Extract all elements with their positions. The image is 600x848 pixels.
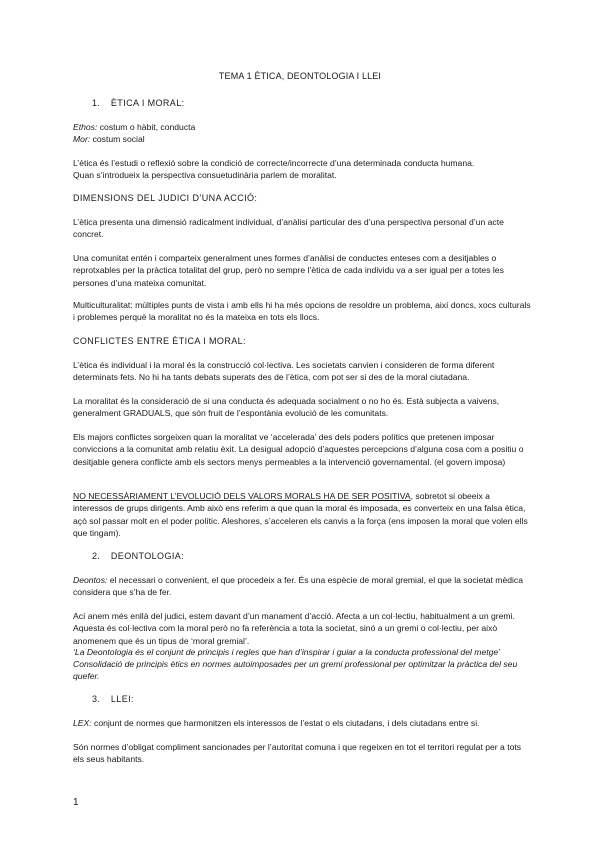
paragraph: Una comunitat entén i comparteix generalment unes formes d’anàlisi de conductes enteses com a desitjables o reprotxables per la pràctica totalitat del grup, però no sempre l’ètica de cada individu va a ser igual per a totes les persones d’una mateixa comunitat. bbox=[73, 253, 504, 288]
intro-line-2: Quan s’introdueix la perspectiva consuetudinària parlem de moralitat. bbox=[73, 170, 337, 180]
definition-deontos bbox=[73, 574, 531, 599]
paragraph: Multiculturalitat: múltiples punts de vista i amb ells hi ha més opcions de resoldre un problema, així doncs, xocs culturals i problemes perquè la moralitat no és la mateixa en tots els llocs. bbox=[73, 300, 531, 323]
definition-term: LEX: bbox=[73, 718, 92, 728]
definition-term: Mor: bbox=[73, 134, 91, 144]
section-title: LLEI: bbox=[110, 694, 134, 704]
paragraph: Ací anem més enllà del judici, estem davant d’un manament d’acció. Afecta a un col·lectiu, habitualment a un gremi. Aquesta és col·lectiva com la moral però no fa referència a tota la societat, sinó a un gremi o col·lectiu, per això anomenem que és un tipus de ‘moral gremial’. bbox=[73, 611, 515, 646]
document-title: TEMA 1 ÈTICA, DEONTOLOGIA I LLEI bbox=[218, 71, 382, 81]
paragraph: Els majors conflictes sorgeixen quan la moralitat ve ‘accelerada’ des dels poders polítics que pretenen imposar conviccions a la comunitat amb relatiu èxit. La desigual adopció d’aquestes percepcions d’alguna cosa com a positiu o desitjable genera conflicte amb els sectors menys permeables a la intervenció governamental. (el govern imposa) bbox=[73, 432, 524, 467]
definition-lex bbox=[73, 717, 531, 729]
section-heading-llei bbox=[92, 693, 134, 705]
paragraph: Són normes d’obligat compliment sancionades per l’autoritat comuna i que regeixen en tot el territori regulat per a tots els seus habitants. bbox=[73, 742, 522, 765]
section-number: 2. bbox=[92, 551, 101, 561]
definition-text: costum social bbox=[90, 134, 145, 144]
subheading-dimensions: DIMENSIONS DEL JUDICI D’UNA ACCIÓ: bbox=[73, 193, 258, 203]
definition-mor bbox=[73, 133, 531, 145]
paragraph-rest: , sobretot si obeeix a interessos de grups dirigents. Amb això ens referim a que quan la moral és imposada, es converteix en una falsa ètica, açò sol passar molt en el poder polític. Aleshores, s’acceleren els canvis a la força (ens imposen la moral que volen ells que tingam). bbox=[73, 491, 528, 539]
paragraph: L’ètica presenta una dimensió radicalment individual, d’anàlisi particular des d’una perspectiva personal d’un acte concret. bbox=[73, 217, 504, 240]
quote-consolidacio: Consolidació de principis ètics en normes autoimposades per un gremi professional per optimitzar la pràctica del seu quefer. bbox=[73, 659, 518, 682]
definition-text: costum o hàbit, conducta bbox=[97, 122, 196, 132]
section-heading-deontologia bbox=[92, 550, 184, 562]
definition-ethos bbox=[73, 121, 531, 133]
section-title: ÈTICA I MORAL: bbox=[110, 98, 185, 108]
section-number: 3. bbox=[92, 694, 101, 704]
section-heading-etica-moral bbox=[92, 97, 185, 109]
paragraph: L’ètica és individual i la moral és la construcció col·lectiva. Les societats canvien i consideren de forma diferent determinats fets. No hi ha tants debats superats des de l’ètica, com pot ser si des de la moral ciutadana. bbox=[73, 360, 495, 383]
underlined-text: NO NECESSÀRIAMENT L’EVOLUCIÓ DELS VALORS MORALS HA DE SER POSITIVA bbox=[73, 491, 411, 501]
definition-term: Ethos: bbox=[73, 122, 98, 132]
intro-line-1: L’ètica és l’estudi o reflexió sobre la condició de correcte/incorrecte d’una determinada conducta humana. bbox=[73, 158, 475, 168]
definition-term: Deontos: bbox=[73, 575, 108, 585]
definition-text: el necessari o convenient, el que procedeix a fer. És una espècie de moral gremial, el que la societat mèdica considera que s’ha de fer. bbox=[73, 575, 524, 598]
definition-text: conjunt de normes que harmonitzen els interessos de l’estat o els ciutadans, i dels ciutadans entre si. bbox=[91, 718, 480, 728]
paragraph: La moralitat és la consideració de si una conducta és adequada socialment o no ho és. Està subjecta a vaivens, generalment GRADUALS, que són fruit de l’espontània evolució de les comunitats. bbox=[73, 396, 500, 419]
section-title: DEONTOLOGIA: bbox=[110, 551, 185, 561]
subheading-conflicts: CONFLICTES ENTRE ÈTICA I MORAL: bbox=[73, 336, 246, 346]
page-number: 1 bbox=[73, 797, 79, 808]
quote-deontologia: ‘La Deontologia és el conjunt de principis i regles que han d’inspirar i guiar a la conducta professional del metge’ bbox=[73, 647, 501, 657]
paragraph-underlined-claim bbox=[73, 490, 531, 540]
section-number: 1. bbox=[92, 98, 101, 108]
